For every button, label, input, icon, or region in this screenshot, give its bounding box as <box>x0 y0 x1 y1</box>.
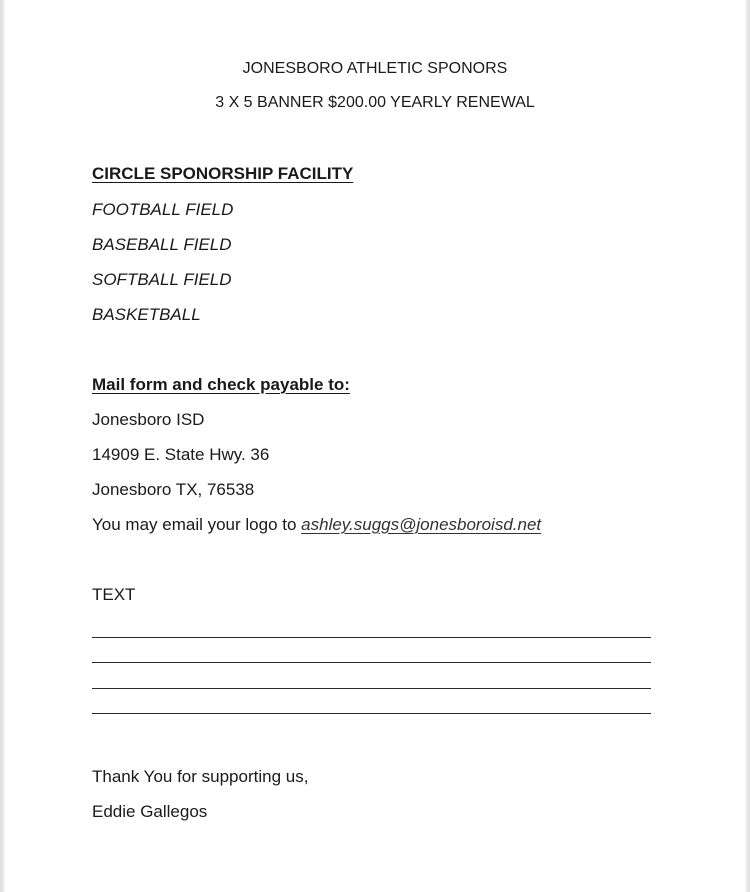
facility-option-basketball: BASKETBALL <box>92 305 201 324</box>
signature-name: Eddie Gallegos <box>92 802 208 821</box>
text-blank-line-1 <box>92 637 651 638</box>
document-subtitle: 3 X 5 BANNER $200.00 YEARLY RENEWAL <box>215 94 535 111</box>
email-instruction-text: You may email your logo to <box>92 515 302 534</box>
mail-city-zip: Jonesboro TX, 76538 <box>92 480 255 499</box>
email-link[interactable]: ashley.suggs@jonesboroisd.net <box>301 515 542 534</box>
facility-option-baseball: BASEBALL FIELD <box>92 235 232 254</box>
mail-recipient-name: Jonesboro ISD <box>92 410 205 429</box>
mail-street-address: 14909 E. State Hwy. 36 <box>92 445 270 464</box>
facility-option-football: FOOTBALL FIELD <box>92 200 234 219</box>
text-blank-line-3 <box>92 688 651 689</box>
mail-heading: Mail form and check payable to: <box>92 375 350 394</box>
closing-thanks: Thank You for supporting us, <box>92 767 309 786</box>
text-blank-line-2 <box>92 662 651 663</box>
text-label: TEXT <box>92 585 136 604</box>
facility-option-softball: SOFTBALL FIELD <box>92 270 232 289</box>
email-instruction <box>92 514 541 536</box>
document-title: JONESBORO ATHLETIC SPONORS <box>242 60 508 77</box>
facility-heading: CIRCLE SPONORSHIP FACILITY <box>92 164 354 183</box>
text-blank-line-4 <box>92 713 651 714</box>
